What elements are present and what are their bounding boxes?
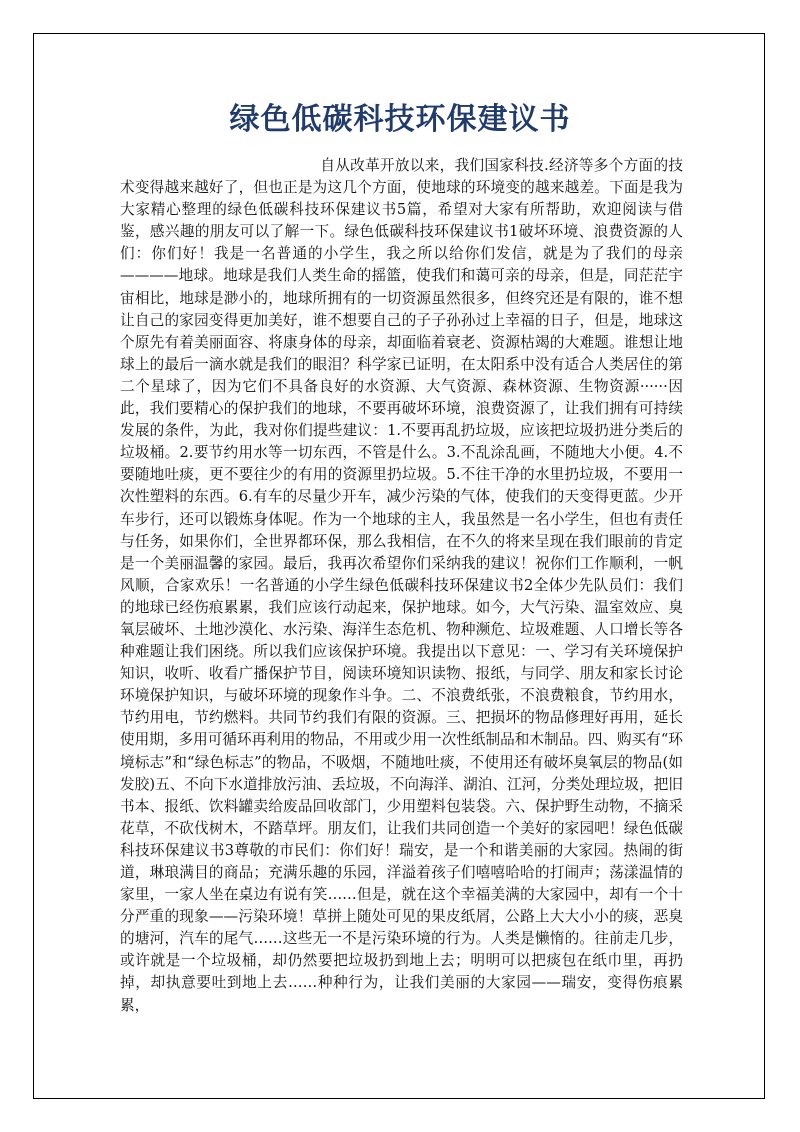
body-paragraph-text: 自从改革开放以来，我们国家科技.经济等多个方面的技术变得越来越好了，但也正是为这几个方面，使地球的环境变的越来越差。下面是我为大家精心整理的绿色低碳科技环保建议书5篇，希望对大家有所帮助，欢迎阅读与借鉴，感兴趣的朋友可以了解一下。绿色低碳科技环保建议书1破坏环境、浪费资源的人们：你们好！我是一名普通的小学生，我之所以给你们发信，就是为了我们的母亲————地球。地球是我们人类生命的摇篮，使我们和蔼可亲的母亲，但是，同茫茫宇宙相比，地球是渺小的，地球所拥有的一切资源虽然很多，但终究还是有限的，谁不想让自己的家园变得更加美好，谁不想要自己的子子孙孙过上幸福的日子，但是，地球这个原先有着美丽面容、将康身体的母亲，却面临着衰老、资源枯竭的大难题。谁想让地球上的最后一滴水就是我们的眼泪？科学家已证明，在太阳系中没有适合人类居住的第二个星球了，因为它们不具备良好的水资源、大气资源、森林资源、生物资源······因此，我们要精心的保护我们的地球，不要再破坏环境，浪费资源了，让我们拥有可持续发展的条件，为此，我对你们提些建议：1.不要再乱扔垃圾，应该把垃圾扔进分类后的垃圾桶。2.要节约用水等一切东西，不管是什么。3.不乱涂乱画，不随地大小便。4.不要随地吐痰，更不要往少的有用的资源里扔垃圾。5.不往干净的水里扔垃圾，不要用一次性塑料的东西。6.有车的尽量少开车，减少污染的气体，使我们的天变得更蓝。少开车步行，还可以锻炼身体呢。作为一个地球的主人，我虽然是一名小学生，但也有责任与任务，如果你们，全世界都环保，那么我相信，在不久的将来呈现在我们眼前的肯定是一个美丽温馨的家园。最后，我再次希望你们采纳我的建议！祝你们工作顺利，一帆风顺，合家欢乐！一名普通的小学生绿色低碳科技环保建议书2全体少先队员们：我们的地球已经伤痕累累，我们应该行动起来，保护地球。如今，大气污染、温室效应、臭氧层破坏、土地沙漠化、水污染、海洋生态危机、物种濒危、垃圾难题、人口增长等各种难题让我们困绕。所以我们应该保护环境。我提出以下意见：一、学习有关环境保护知识，收听、收看广播保护节目，阅读环境知识读物、报纸，与同学、朋友和家长讨论环境保护知识，与破坏环境的现象作斗争。二、不浪费纸张，不浪费粮食，节约用水，节约用电，节约燃料。共同节约我们有限的资源。三、把损坏的物品修理好再用，延长使用期，多用可循环再利用的物品，不用或少用一次性纸制品和木制品。四、购买有“环境标志”和“绿色标志”的物品，不吸烟，不随地吐痰，不使用还有破坏臭氧层的物品(如发胶)五、不向下水道排放污油、丢垃圾，不向海洋、湖泊、江河，分类处理垃圾，把旧书本、报纸、饮料罐卖给废品回收部门，少用塑料包装袋。六、保护野生动物，不摘采花草，不砍伐树木，不踏草坪。朋友们，让我们共同创造一个美好的家园吧！绿色低碳科技环保建议书3尊敬的市民们：你们好！瑞安，是一个和谐美丽的大家园。热闹的街道，琳琅满目的商品；充满乐趣的乐园，洋溢着孩子们嘻嘻哈哈的打闹声；荡漾温情的家里，一家人坐在桌边有说有笑……但是，就在这个幸福美满的大家园中，却有一个十分严重的现象——污染环境！草拼上随处可见的果皮纸屑，公路上大大小小的痰，恶臭的塘河，汽车的尾气……这些无一不是污染环境的行为。人类是懒惰的。往前走几步，或许就是一个垃圾桶，却仍然要把垃圾扔到地上去；明明可以把痰包在纸巾里，再扔掉，却执意要吐到地上去……种种行为，让我们美丽的大家园——瑞安，变得伤痕累累，	[120, 157, 683, 1014]
document-body	[120, 155, 683, 1017]
body-paragraph	[120, 155, 683, 1017]
document-title: 绿色低碳科技环保建议书	[229, 102, 571, 137]
